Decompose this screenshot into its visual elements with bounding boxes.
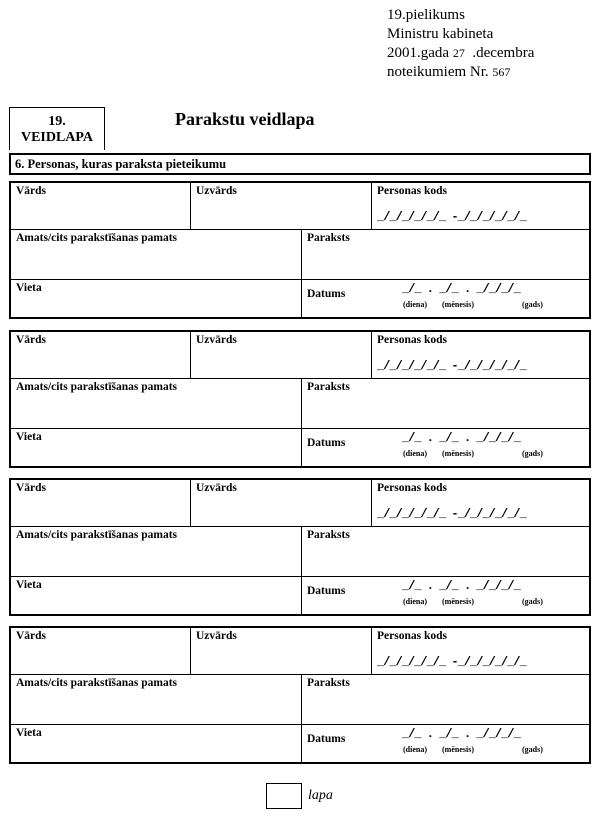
position-field[interactable]: Amats/cits parakstīšanas pamats	[11, 527, 302, 577]
month-label: (mēnesis)	[442, 597, 474, 606]
year-label: (gads)	[522, 597, 543, 606]
signer-block	[9, 330, 591, 468]
signer-block	[9, 478, 591, 616]
place-field[interactable]: Vieta	[11, 725, 302, 762]
position-field[interactable]: Amats/cits parakstīšanas pamats	[11, 675, 302, 725]
date-blanks: _/_ . _/_ . _/_/_/_	[402, 431, 520, 445]
place-field[interactable]: Vieta	[11, 577, 302, 614]
day-label: (diena)	[403, 745, 427, 754]
personal-code-blanks: _/_/_/_/_/_ -_/_/_/_/_/_	[377, 507, 526, 521]
date-blanks: _/_ . _/_ . _/_/_/_	[402, 282, 520, 296]
signature-field[interactable]: Paraksts	[302, 230, 589, 280]
annex-number: 19.pielikums	[387, 7, 465, 23]
place-field[interactable]: Vieta	[11, 280, 302, 317]
page-title: Parakstu veidlapa	[175, 109, 315, 129]
day-label: (diena)	[403, 449, 427, 458]
surname-field[interactable]: Uzvārds	[191, 480, 372, 527]
signature-field[interactable]: Paraksts	[302, 379, 589, 429]
section-heading: 6. Personas, kuras paraksta pieteikumu	[9, 153, 591, 175]
year-label: (gads)	[522, 300, 543, 309]
annex-date: 2001.gada 27 .decembra	[387, 45, 535, 61]
form-number-label: VEIDLAPA	[20, 130, 94, 145]
date-field[interactable]: Datums _/_ . _/_ . _/_/_/_ (diena) (mēnesis) (gads)	[307, 579, 543, 606]
form-number-box	[9, 107, 105, 150]
month-label: (mēnesis)	[442, 449, 474, 458]
date-field[interactable]: Datums _/_ . _/_ . _/_/_/_ (diena) (mēnesis) (gads)	[307, 282, 543, 309]
date-blanks: _/_ . _/_ . _/_/_/_	[402, 727, 520, 741]
name-field[interactable]: Vārds	[11, 480, 191, 527]
surname-field[interactable]: Uzvārds	[191, 183, 372, 230]
annex-reference	[387, 6, 534, 82]
year-label: (gads)	[522, 449, 543, 458]
name-field[interactable]: Vārds	[11, 628, 191, 675]
position-field[interactable]: Amats/cits parakstīšanas pamats	[11, 379, 302, 429]
page-number-box[interactable]	[266, 783, 302, 809]
personal-code-field[interactable]: Personas kods _/_/_/_/_/_ -_/_/_/_/_/_	[372, 628, 589, 675]
surname-field[interactable]: Uzvārds	[191, 332, 372, 379]
personal-code-field[interactable]: Personas kods _/_/_/_/_/_ -_/_/_/_/_/_	[372, 332, 589, 379]
year-label: (gads)	[522, 745, 543, 754]
personal-code-blanks: _/_/_/_/_/_ -_/_/_/_/_/_	[377, 210, 526, 224]
month-label: (mēnesis)	[442, 300, 474, 309]
personal-code-blanks: _/_/_/_/_/_ -_/_/_/_/_/_	[377, 359, 526, 373]
page-label: lapa	[308, 788, 333, 803]
date-blanks: _/_ . _/_ . _/_/_/_	[402, 579, 520, 593]
date-field[interactable]: Datums _/_ . _/_ . _/_/_/_ (diena) (mēnesis) (gads)	[307, 727, 543, 754]
annex-cabinet: Ministru kabineta	[387, 26, 494, 42]
personal-code-blanks: _/_/_/_/_/_ -_/_/_/_/_/_	[377, 655, 526, 669]
month-label: (mēnesis)	[442, 745, 474, 754]
form-number: 19.	[48, 114, 66, 129]
personal-code-field[interactable]: Personas kods _/_/_/_/_/_ -_/_/_/_/_/_	[372, 480, 589, 527]
signature-field[interactable]: Paraksts	[302, 527, 589, 577]
date-field[interactable]: Datums _/_ . _/_ . _/_/_/_ (diena) (mēnesis) (gads)	[307, 431, 543, 458]
position-field[interactable]: Amats/cits parakstīšanas pamats	[11, 230, 302, 280]
day-label: (diena)	[403, 300, 427, 309]
annex-regulation: noteikumiem Nr. 567	[387, 64, 511, 80]
name-field[interactable]: Vārds	[11, 332, 191, 379]
place-field[interactable]: Vieta	[11, 429, 302, 466]
signer-block	[9, 181, 591, 319]
surname-field[interactable]: Uzvārds	[191, 628, 372, 675]
signature-field[interactable]: Paraksts	[302, 675, 589, 725]
personal-code-field[interactable]: Personas kods _/_/_/_/_/_ -_/_/_/_/_/_	[372, 183, 589, 230]
day-label: (diena)	[403, 597, 427, 606]
signer-block	[9, 626, 591, 764]
name-field[interactable]: Vārds	[11, 183, 191, 230]
